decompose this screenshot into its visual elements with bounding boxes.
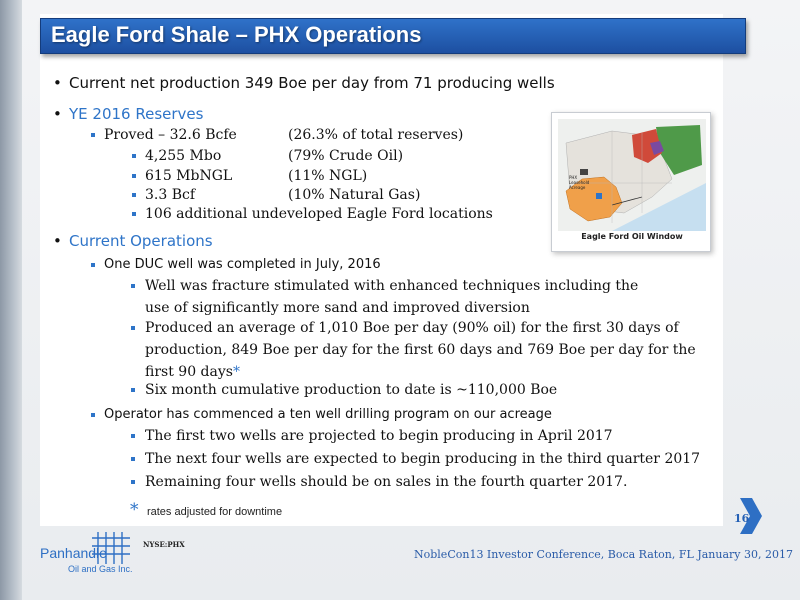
title-bar xyxy=(40,18,746,54)
duc-row xyxy=(104,257,381,272)
reserve-detail: (11% NGL) xyxy=(288,168,368,184)
bullet-reserves xyxy=(53,105,204,123)
square-bullet-icon xyxy=(131,284,135,288)
svg-text:Panhandle: Panhandle xyxy=(40,545,107,561)
reserve-detail: (79% Crude Oil) xyxy=(288,148,404,164)
reserve-label: 3.3 Bcf xyxy=(145,187,196,203)
drilling-item-2 xyxy=(145,448,705,470)
reserve-row-oil xyxy=(145,148,404,164)
bullet-dot-icon: • xyxy=(53,232,62,250)
reserve-label: 4,255 Mbo xyxy=(145,148,222,164)
svg-text:Oil and Gas Inc.: Oil and Gas Inc. xyxy=(68,564,133,574)
drilling-item-text: The next four wells are expected to begin producing in the third quarter 2017 xyxy=(145,451,701,467)
reserve-row-ngl xyxy=(145,168,368,184)
reserve-row-gas xyxy=(145,187,421,203)
drilling-item-text: Remaining four wells should be on sales in the fourth quarter 2017. xyxy=(145,474,628,490)
duc-item-1 xyxy=(145,275,665,319)
reserves-heading: YE 2016 Reserves xyxy=(69,105,204,123)
reserve-label: 615 MbNGL xyxy=(145,168,233,184)
proved-label: Proved – 32.6 Bcfe xyxy=(104,127,237,143)
bullet-dot-icon: • xyxy=(53,105,62,123)
square-bullet-icon xyxy=(132,154,136,158)
square-bullet-icon xyxy=(131,457,135,461)
bullet-operations xyxy=(53,232,213,250)
footnote-asterisk: * xyxy=(130,500,139,520)
reserve-detail: (10% Natural Gas) xyxy=(288,187,421,203)
square-bullet-icon xyxy=(91,263,95,267)
eagle-ford-map xyxy=(551,112,711,252)
operations-heading: Current Operations xyxy=(69,232,213,250)
stock-ticker: NYSE:PHX xyxy=(143,540,185,549)
drilling-row xyxy=(104,407,552,422)
map-caption: Eagle Ford Oil Window xyxy=(581,232,683,241)
square-bullet-icon xyxy=(131,326,135,330)
map-callout: PHX Leasehold Acreage xyxy=(569,175,590,190)
net-production-text: Current net production 349 Boe per day from 71 producing wells xyxy=(69,74,555,92)
square-bullet-icon xyxy=(132,174,136,178)
bullet-net-production xyxy=(53,74,555,92)
square-bullet-icon xyxy=(132,193,136,197)
duc-item-text: Produced an average of 1,010 Boe per day (90% oil) for the first 30 days of production, 849 Boe per day for the first 60 days and 769 Boe per day for the first 90 days xyxy=(145,320,696,380)
footnote xyxy=(130,500,282,520)
square-bullet-icon xyxy=(132,212,136,216)
proved-detail: (26.3% of total reserves) xyxy=(288,127,464,143)
square-bullet-icon xyxy=(131,388,135,392)
footnote-text: rates adjusted for downtime xyxy=(146,506,283,518)
reserve-label: 106 additional undeveloped Eagle Ford locations xyxy=(145,206,493,222)
drilling-item-1 xyxy=(145,425,705,447)
drilling-item-text: The first two wells are projected to begin producing in April 2017 xyxy=(145,428,613,444)
panhandle-logo xyxy=(40,530,140,576)
bullet-dot-icon: • xyxy=(53,74,62,92)
duc-item-text: Six month cumulative production to date is ~110,000 Boe xyxy=(145,382,558,398)
duc-item-text: Well was fracture stimulated with enhanced techniques including the use of significantly more sand and improved diversion xyxy=(145,278,639,316)
page-number: 16 xyxy=(734,512,750,525)
duc-label: One DUC well was completed in July, 2016 xyxy=(104,257,381,272)
duc-item-2 xyxy=(145,317,715,383)
slide-title: Eagle Ford Shale – PHX Operations xyxy=(51,22,422,47)
reserve-row-locations xyxy=(145,206,493,222)
square-bullet-icon xyxy=(131,480,135,484)
square-bullet-icon xyxy=(131,434,135,438)
square-bullet-icon xyxy=(91,133,95,137)
drilling-item-3 xyxy=(145,471,705,493)
proved-row xyxy=(104,127,464,143)
asterisk-marker: * xyxy=(232,364,240,380)
square-bullet-icon xyxy=(91,413,95,417)
left-decorative-band xyxy=(0,0,22,600)
drilling-label: Operator has commenced a ten well drilling program on our acreage xyxy=(104,407,552,422)
duc-item-3 xyxy=(145,379,665,401)
footer-conference: NobleCon13 Investor Conference, Boca Raton, FL January 30, 2017 xyxy=(414,548,793,561)
